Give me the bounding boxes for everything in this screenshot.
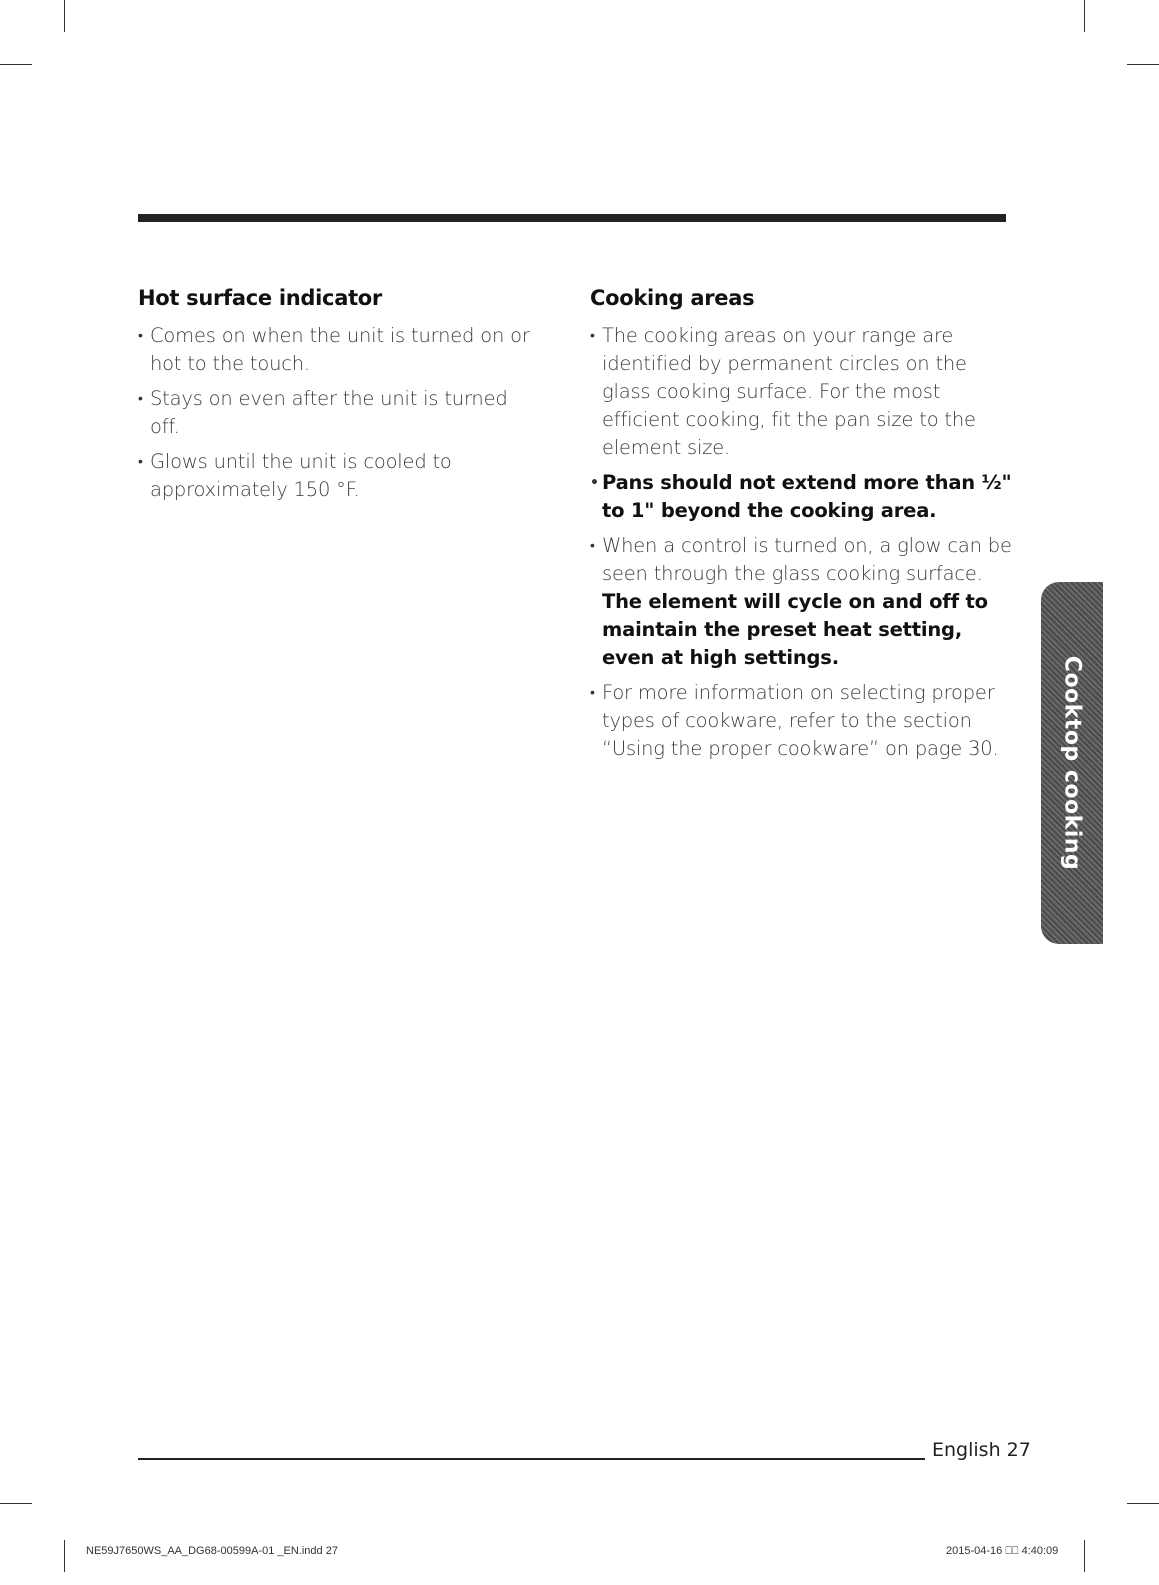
list-item-bold-text: The element will cycle on and off to maintain the preset heat setting, even at high settings.: [602, 590, 988, 669]
bullet-list: [590, 322, 1020, 763]
crop-mark-left-top: [0, 64, 32, 65]
chapter-tab-label: Cooktop cooking: [1059, 655, 1085, 871]
section-heading: Cooking areas: [590, 286, 755, 310]
footer-rule: [138, 1458, 925, 1460]
crop-mark-top-right: [1084, 0, 1085, 32]
hot-surface-section: [138, 286, 538, 511]
list-item-text: When a control is turned on, a glow can be seen through the glass cooking surface.: [602, 534, 1012, 585]
crop-mark-left-bottom: [0, 1503, 32, 1504]
list-item: • Stays on even after the unit is turned off.: [138, 385, 538, 441]
crop-mark-top-left: [64, 0, 65, 32]
list-item-warning: • Pans should not extend more than ½" to 1" beyond the cooking area.: [590, 469, 1020, 525]
page-number: English 27: [932, 1439, 1031, 1461]
list-item: • Comes on when the unit is turned on or hot to the touch.: [138, 322, 538, 378]
list-item: • For more information on selecting proper types of cookware, refer to the section “Using the proper cookware” on page 30.: [590, 679, 1020, 763]
list-item: • Glows until the unit is cooled to approximately 150 °F.: [138, 448, 538, 504]
section-heading: Hot surface indicator: [138, 286, 382, 310]
crop-mark-right-top: [1127, 64, 1159, 65]
crop-mark-right-bottom: [1127, 1503, 1159, 1504]
chapter-tab: [1041, 582, 1103, 944]
crop-mark-bottom-right: [1084, 1540, 1085, 1572]
print-slug-filename: NE59J7650WS_AA_DG68-00599A-01 _EN.indd 27: [86, 1545, 338, 1557]
list-item: • The cooking areas on your range are identified by permanent circles on the glass cooking surface. For the most efficient cooking, fit the pan size to the element size.: [590, 322, 1020, 462]
cooking-areas-section: [590, 286, 1020, 770]
list-item: [590, 532, 1020, 672]
crop-mark-bottom-left: [64, 1540, 65, 1572]
header-rule: [138, 214, 1006, 222]
print-slug-timestamp: 2015-04-16 ⎕⎕ 4:40:09: [946, 1545, 1059, 1557]
bullet-list: [138, 322, 538, 504]
